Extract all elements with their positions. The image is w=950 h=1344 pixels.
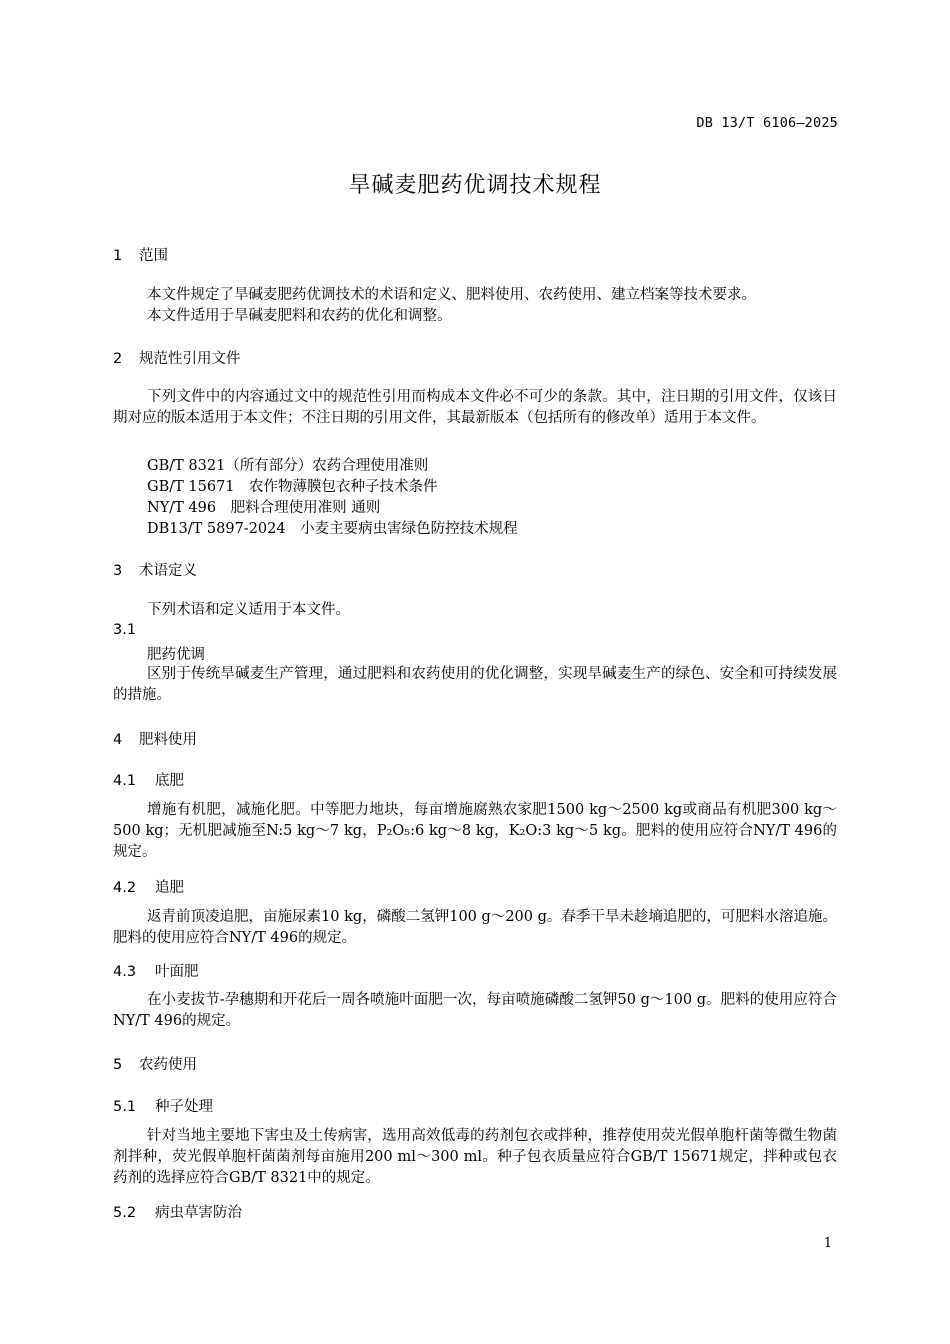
section-title: 规范性引用文件 xyxy=(139,351,241,367)
section-title: 术语定义 xyxy=(139,563,197,579)
paragraph: 本文件适用于旱碱麦肥料和农药的优化和调整。 xyxy=(147,308,452,324)
paragraph: 在小麦拔节-孕穗期和开花后一周各喷施叶面肥一次，每亩喷施磷酸二氢钾50 g～100 g。肥料的使用应符合NY/T 496的规定。 xyxy=(113,992,837,1029)
page-title: 旱碱麦肥药优调技术规程 xyxy=(348,173,602,198)
section-4-heading xyxy=(113,728,197,749)
paragraph: 返青前顶凌追肥，亩施尿素10 kg，磷酸二氢钾100 g～200 g。春季干旱未趁墒追肥的，可肥料水溶追施。肥料的使用应符合NY/T 496的规定。 xyxy=(113,909,837,946)
subsection-number: 5.1 xyxy=(113,1099,137,1115)
reference-item: NY/T 496 肥料合理使用准则 通则 xyxy=(147,500,381,516)
paragraph: 针对当地主要地下害虫及土传病害，选用高效低毒的药剂包衣或拌种，推荐使用荧光假单胞杆菌等微生物菌剂拌种，荧光假单胞杆菌菌剂每亩施用200 ml～300 ml。种子包衣质量应符合GB/T 15671规定，拌种或包衣药剂的选择应符合GB/T 8321中的规定。 xyxy=(113,1128,837,1186)
document-code: DB 13/T 6106—2025 xyxy=(696,115,838,131)
section-number: 3 xyxy=(113,563,123,579)
reference-item: GB/T 8321（所有部分）农药合理使用准则 xyxy=(147,458,429,474)
section-2-heading xyxy=(113,347,241,368)
subsection-title: 底肥 xyxy=(155,773,184,789)
page-number: 1 xyxy=(823,1236,832,1251)
subsection-number: 3.1 xyxy=(113,622,137,638)
subsection-5-1-heading xyxy=(113,1095,213,1116)
subsection-number: 5.2 xyxy=(113,1205,137,1221)
section-title: 范围 xyxy=(139,248,168,264)
section-number: 5 xyxy=(113,1057,123,1073)
subsection-number: 4.1 xyxy=(113,773,137,789)
reference-item: GB/T 15671 农作物薄膜包衣种子技术条件 xyxy=(147,479,438,495)
subsection-4-1-heading xyxy=(113,769,184,790)
subsection-title: 追肥 xyxy=(155,880,184,896)
section-title: 农药使用 xyxy=(139,1057,197,1073)
paragraph: 本文件规定了旱碱麦肥药优调技术的术语和定义、肥料使用、农药使用、建立档案等技术要求。 xyxy=(147,287,756,303)
subsection-5-2-heading xyxy=(113,1201,242,1222)
subsection-4-2-heading xyxy=(113,876,184,897)
section-5-heading xyxy=(113,1053,197,1074)
term-definition: 区别于传统旱碱麦生产管理，通过肥料和农药使用的优化调整，实现旱碱麦生产的绿色、安全和可持续发展的措施。 xyxy=(113,666,837,703)
subsection-title: 病虫草害防治 xyxy=(155,1205,242,1221)
section-number: 1 xyxy=(113,248,123,264)
subsection-4-3-heading xyxy=(113,960,199,981)
subsection-title: 种子处理 xyxy=(155,1099,213,1115)
paragraph: 下列文件中的内容通过文中的规范性引用而构成本文件必不可少的条款。其中，注日期的引用文件，仅该日期对应的版本适用于本文件；不注日期的引用文件，其最新版本（包括所有的修改单）适用于本文件。 xyxy=(113,389,837,426)
section-number: 4 xyxy=(113,732,123,748)
subsection-number: 4.3 xyxy=(113,964,137,980)
section-3-heading xyxy=(113,559,197,580)
term-name: 肥药优调 xyxy=(147,647,205,663)
subsection-number: 4.2 xyxy=(113,880,137,896)
section-number: 2 xyxy=(113,351,123,367)
section-title: 肥料使用 xyxy=(139,732,197,748)
reference-item: DB13/T 5897-2024 小麦主要病虫害绿色防控技术规程 xyxy=(147,521,518,537)
subsection-title: 叶面肥 xyxy=(155,964,199,980)
section-1-heading xyxy=(113,244,168,265)
paragraph: 增施有机肥，减施化肥。中等肥力地块，每亩增施腐熟农家肥1500 kg～2500 kg或商品有机肥300 kg～500 kg；无机肥减施至N:5 kg～7 kg，P₂O₅:6 kg～8 kg，K₂O:3 kg～5 kg。肥料的使用应符合NY/T 496的规定。 xyxy=(113,802,837,860)
paragraph: 下列术语和定义适用于本文件。 xyxy=(147,602,350,618)
